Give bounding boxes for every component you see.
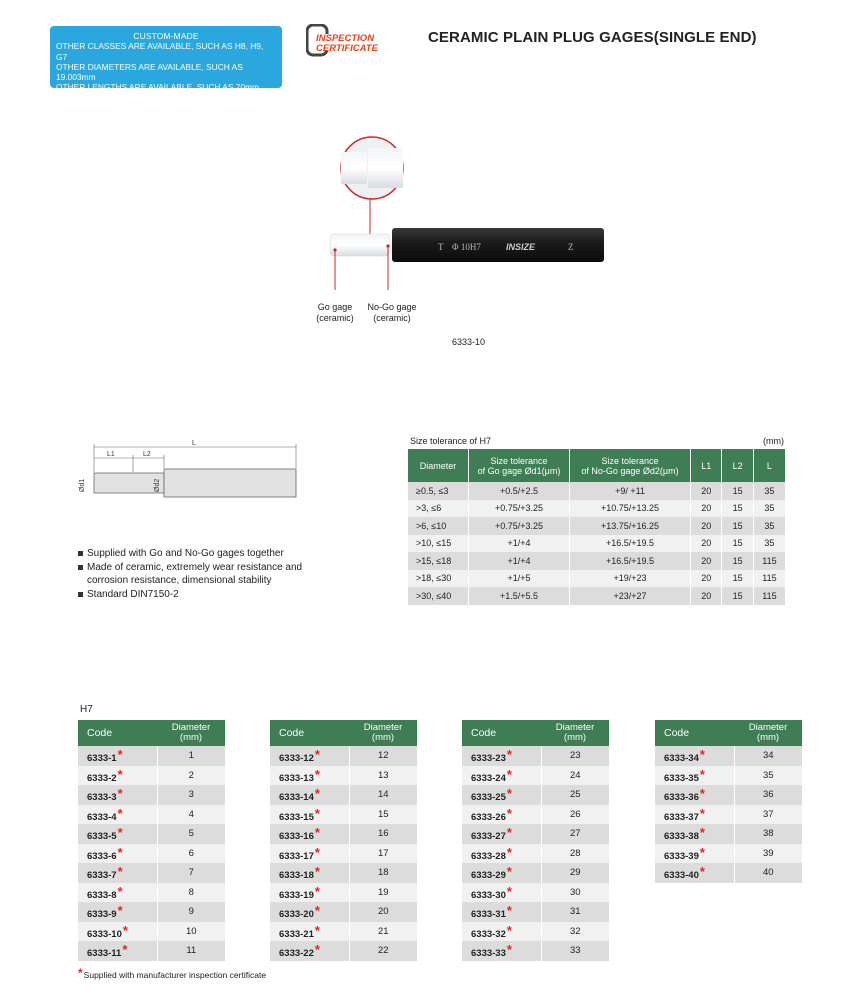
diameter-cell: 3 xyxy=(157,785,225,805)
asterisk-icon: * xyxy=(314,786,320,802)
asterisk-icon: * xyxy=(314,844,320,860)
diameter-cell: 7 xyxy=(157,863,225,883)
table-row xyxy=(462,824,609,844)
asterisk-icon: * xyxy=(122,922,128,938)
diameter-cell: 16 xyxy=(349,824,417,844)
table-cell: 115 xyxy=(753,570,785,588)
code-cell: 6333-37* xyxy=(655,805,734,825)
table-row xyxy=(462,766,609,786)
logo-line1: INSPECTION xyxy=(316,33,375,44)
code-cell: 6333-21* xyxy=(270,922,349,942)
diameter-cell: 14 xyxy=(349,785,417,805)
asterisk-icon: * xyxy=(699,805,705,821)
diameter-cell: 35 xyxy=(734,766,802,786)
table-cell: 20 xyxy=(691,587,722,605)
asterisk-icon: * xyxy=(117,786,123,802)
feature-item: Made of ceramic, extremely wear resistance and corrosion resistance, dimensional stability xyxy=(78,561,338,587)
diameter-cell: 5 xyxy=(157,824,225,844)
table-cell: 115 xyxy=(753,587,785,605)
diameter-cell: 26 xyxy=(541,805,609,825)
code-cell: 6333-39* xyxy=(655,844,734,864)
table-row xyxy=(270,863,417,883)
table-cell: 15 xyxy=(722,535,753,553)
asterisk-icon: * xyxy=(506,922,512,938)
table-cell: +1.5/+5.5 xyxy=(469,587,570,605)
diameter-cell: 19 xyxy=(349,883,417,903)
marking-size: Φ 10H7 xyxy=(452,242,481,252)
table-cell: +1/+4 xyxy=(469,535,570,553)
code-cell: 6333-2* xyxy=(78,766,157,786)
asterisk-icon: * xyxy=(117,883,123,899)
diameter-cell: 2 xyxy=(157,766,225,786)
code-cell: 6333-40* xyxy=(655,863,734,883)
table-cell: >3, ≤6 xyxy=(408,500,469,518)
table-cell: 15 xyxy=(722,570,753,588)
code-cell: 6333-26* xyxy=(462,805,541,825)
col-code: Code xyxy=(270,720,349,746)
tolerance-unit: (mm) xyxy=(763,436,784,446)
table-cell: 15 xyxy=(722,500,753,518)
code-cell: 6333-5* xyxy=(78,824,157,844)
table-row xyxy=(270,746,417,766)
code-cell: 6333-11* xyxy=(78,941,157,961)
table-cell: +19/+23 xyxy=(570,570,691,588)
diameter-cell: 36 xyxy=(734,785,802,805)
asterisk-icon: * xyxy=(314,942,320,958)
h7-label: H7 xyxy=(80,704,93,715)
marking-left: T xyxy=(438,242,444,252)
asterisk-icon: * xyxy=(314,922,320,938)
col-code: Code xyxy=(655,720,734,746)
col-diameter-mm: Diameter (mm) xyxy=(541,720,609,746)
table-row xyxy=(270,824,417,844)
table-row xyxy=(408,535,786,553)
table-cell: 15 xyxy=(722,482,753,500)
code-cell: 6333-12* xyxy=(270,746,349,766)
asterisk-icon: * xyxy=(506,903,512,919)
asterisk-icon: * xyxy=(78,966,83,980)
asterisk-icon: * xyxy=(699,864,705,880)
asterisk-icon: * xyxy=(122,942,128,958)
code-cell: 6333-25* xyxy=(462,785,541,805)
code-cell: 6333-7* xyxy=(78,863,157,883)
table-row xyxy=(270,766,417,786)
asterisk-icon: * xyxy=(506,942,512,958)
table-row xyxy=(408,517,786,535)
diameter-cell: 34 xyxy=(734,746,802,766)
asterisk-icon: * xyxy=(314,903,320,919)
dim-d1: Ød1 xyxy=(79,478,86,492)
table-cell: +9/ +11 xyxy=(570,482,691,500)
table-row xyxy=(462,805,609,825)
table-cell: >30, ≤40 xyxy=(408,587,469,605)
diameter-cell: 18 xyxy=(349,863,417,883)
diameter-cell: 12 xyxy=(349,746,417,766)
asterisk-icon: * xyxy=(506,747,512,763)
diameter-cell: 10 xyxy=(157,922,225,942)
tolerance-table xyxy=(408,449,786,605)
diameter-cell: 11 xyxy=(157,941,225,961)
col-l2: L2 xyxy=(722,449,753,482)
feature-item: Supplied with Go and No-Go gages together xyxy=(78,547,338,560)
table-row xyxy=(655,746,802,766)
code-cell: 6333-33* xyxy=(462,941,541,961)
table-cell: 15 xyxy=(722,552,753,570)
code-cell: 6333-18* xyxy=(270,863,349,883)
col-code: Code xyxy=(78,720,157,746)
table-cell: 35 xyxy=(753,535,785,553)
asterisk-icon: * xyxy=(506,844,512,860)
table-cell: 20 xyxy=(691,535,722,553)
table-cell: 35 xyxy=(753,500,785,518)
diameter-cell: 13 xyxy=(349,766,417,786)
table-row xyxy=(78,746,225,766)
code-cell: 6333-28* xyxy=(462,844,541,864)
col-diameter: Diameter xyxy=(408,449,469,482)
table-row xyxy=(655,824,802,844)
code-cell: 6333-3* xyxy=(78,785,157,805)
model-code: 6333-10 xyxy=(452,337,486,347)
code-cell: 6333-22* xyxy=(270,941,349,961)
col-code: Code xyxy=(462,720,541,746)
dim-L: L xyxy=(192,440,196,447)
table-cell: 115 xyxy=(753,552,785,570)
col-l: L xyxy=(753,449,785,482)
table-cell: 20 xyxy=(691,482,722,500)
table-cell: +0.75/+3.25 xyxy=(469,517,570,535)
table-row xyxy=(78,922,225,942)
asterisk-icon: * xyxy=(314,864,320,880)
asterisk-icon: * xyxy=(699,786,705,802)
go-gage-text: Go gage xyxy=(317,302,353,312)
table-cell: 20 xyxy=(691,500,722,518)
table-row xyxy=(270,785,417,805)
table-cell: +0.75/+3.25 xyxy=(469,500,570,518)
asterisk-icon: * xyxy=(314,805,320,821)
code-cell: 6333-31* xyxy=(462,902,541,922)
code-cell: 6333-17* xyxy=(270,844,349,864)
table-row xyxy=(462,844,609,864)
marking-right: Z xyxy=(568,242,574,252)
diameter-cell: 40 xyxy=(734,863,802,883)
asterisk-icon: * xyxy=(117,766,123,782)
code-table xyxy=(655,720,802,883)
code-cell: 6333-19* xyxy=(270,883,349,903)
table-cell: 35 xyxy=(753,517,785,535)
custom-made-line: OTHER CLASSES ARE AVAILABLE, SUCH AS H8, H9, G7 xyxy=(56,41,264,62)
table-cell: >15, ≤18 xyxy=(408,552,469,570)
diameter-cell: 29 xyxy=(541,863,609,883)
table-cell: +0.5/+2.5 xyxy=(469,482,570,500)
table-cell: 15 xyxy=(722,587,753,605)
code-cell: 6333-20* xyxy=(270,902,349,922)
diameter-cell: 8 xyxy=(157,883,225,903)
diameter-cell: 38 xyxy=(734,824,802,844)
table-row xyxy=(462,863,609,883)
diameter-cell: 15 xyxy=(349,805,417,825)
table-row xyxy=(655,844,802,864)
table-row xyxy=(462,902,609,922)
table-row xyxy=(78,883,225,903)
nogo-gage-label xyxy=(360,302,424,324)
footnote xyxy=(78,966,266,980)
table-row xyxy=(408,570,786,588)
nogo-gage-sub: (ceramic) xyxy=(373,313,411,323)
diameter-cell: 23 xyxy=(541,746,609,766)
table-row xyxy=(270,941,417,961)
diameter-cell: 27 xyxy=(541,824,609,844)
asterisk-icon: * xyxy=(117,805,123,821)
asterisk-icon: * xyxy=(506,864,512,880)
col-go-tolerance: Size tolerance of Go gage Ød1(μm) xyxy=(469,449,570,482)
asterisk-icon: * xyxy=(117,864,123,880)
diameter-cell: 22 xyxy=(349,941,417,961)
go-gage-label xyxy=(310,302,360,324)
table-row xyxy=(408,587,786,605)
diameter-cell: 17 xyxy=(349,844,417,864)
go-gage-sub: (ceramic) xyxy=(316,313,354,323)
feature-list xyxy=(78,547,338,602)
nogo-gage-text: No-Go gage xyxy=(367,302,417,312)
table-row xyxy=(462,941,609,961)
table-row xyxy=(78,941,225,961)
asterisk-icon: * xyxy=(314,747,320,763)
asterisk-icon: * xyxy=(117,747,123,763)
code-cell: 6333-8* xyxy=(78,883,157,903)
code-cell: 6333-4* xyxy=(78,805,157,825)
code-cell: 6333-9* xyxy=(78,902,157,922)
table-row xyxy=(270,844,417,864)
table-row xyxy=(270,902,417,922)
code-cell: 6333-38* xyxy=(655,824,734,844)
table-cell: +16.5/+19.5 xyxy=(570,552,691,570)
col-nogo-tolerance: Size tolerance of No-Go gage Ød2(μm) xyxy=(570,449,691,482)
table-cell: +1/+4 xyxy=(469,552,570,570)
table-row xyxy=(78,844,225,864)
col-diameter-mm: Diameter (mm) xyxy=(734,720,802,746)
asterisk-icon: * xyxy=(314,883,320,899)
table-cell: ≥0.5, ≤3 xyxy=(408,482,469,500)
table-row xyxy=(462,785,609,805)
table-row xyxy=(462,883,609,903)
custom-made-heading: CUSTOM-MADE xyxy=(133,31,199,41)
custom-made-line: OTHER LENGTHS ARE AVAILABLE, SUCH AS 70mm xyxy=(56,82,260,93)
asterisk-icon: * xyxy=(506,766,512,782)
asterisk-icon: * xyxy=(699,747,705,763)
asterisk-icon: * xyxy=(506,805,512,821)
asterisk-icon: * xyxy=(117,825,123,841)
diameter-cell: 31 xyxy=(541,902,609,922)
diameter-cell: 1 xyxy=(157,746,225,766)
table-row xyxy=(655,785,802,805)
code-cell: 6333-14* xyxy=(270,785,349,805)
diameter-cell: 30 xyxy=(541,883,609,903)
code-cell: 6333-16* xyxy=(270,824,349,844)
dim-L1: L1 xyxy=(107,451,115,458)
diameter-cell: 33 xyxy=(541,941,609,961)
table-cell: +1/+5 xyxy=(469,570,570,588)
table-row xyxy=(78,824,225,844)
code-cell: 6333-27* xyxy=(462,824,541,844)
table-row xyxy=(462,922,609,942)
diameter-cell: 4 xyxy=(157,805,225,825)
code-cell: 6333-24* xyxy=(462,766,541,786)
table-row xyxy=(408,482,786,500)
table-cell: +13.75/+16.25 xyxy=(570,517,691,535)
diameter-cell: 28 xyxy=(541,844,609,864)
asterisk-icon: * xyxy=(117,903,123,919)
plug-gage-image xyxy=(300,130,620,290)
table-row xyxy=(655,766,802,786)
table-cell: 35 xyxy=(753,482,785,500)
dim-L2: L2 xyxy=(143,451,151,458)
asterisk-icon: * xyxy=(314,825,320,841)
footnote-text: Supplied with manufacturer inspection certificate xyxy=(83,970,267,980)
table-cell: 20 xyxy=(691,517,722,535)
asterisk-icon: * xyxy=(699,844,705,860)
code-cell: 6333-35* xyxy=(655,766,734,786)
code-table xyxy=(462,720,609,961)
feature-item: Standard DIN7150-2 xyxy=(78,588,338,601)
inspection-certificate-logo xyxy=(306,24,404,58)
table-cell: +16.5/+19.5 xyxy=(570,535,691,553)
table-row xyxy=(78,766,225,786)
code-cell: 6333-13* xyxy=(270,766,349,786)
table-row xyxy=(270,805,417,825)
table-row xyxy=(462,746,609,766)
table-cell: 20 xyxy=(691,552,722,570)
diameter-cell: 6 xyxy=(157,844,225,864)
table-row xyxy=(78,902,225,922)
asterisk-icon: * xyxy=(699,825,705,841)
table-row xyxy=(270,922,417,942)
dimension-drawing xyxy=(70,436,310,506)
code-table xyxy=(270,720,417,961)
code-cell: 6333-34* xyxy=(655,746,734,766)
custom-made-line: OTHER DIAMETERS ARE AVAILABLE, SUCH AS 19.003mm xyxy=(56,61,243,83)
table-row xyxy=(78,805,225,825)
diameter-cell: 24 xyxy=(541,766,609,786)
table-cell: >10, ≤15 xyxy=(408,535,469,553)
col-l1: L1 xyxy=(691,449,722,482)
code-cell: 6333-15* xyxy=(270,805,349,825)
custom-made-box xyxy=(50,26,282,93)
diameter-cell: 9 xyxy=(157,902,225,922)
table-row xyxy=(655,863,802,883)
diameter-cell: 21 xyxy=(349,922,417,942)
col-diameter-mm: Diameter (mm) xyxy=(349,720,417,746)
marking-brand: INSIZE xyxy=(506,242,536,252)
diameter-cell: 25 xyxy=(541,785,609,805)
asterisk-icon: * xyxy=(506,825,512,841)
diameter-cell: 39 xyxy=(734,844,802,864)
dim-d2: Ød2 xyxy=(154,478,161,492)
asterisk-icon: * xyxy=(699,766,705,782)
table-row xyxy=(78,863,225,883)
table-row xyxy=(655,805,802,825)
asterisk-icon: * xyxy=(314,766,320,782)
asterisk-icon: * xyxy=(506,786,512,802)
code-cell: 6333-1* xyxy=(78,746,157,766)
table-cell: >6, ≤10 xyxy=(408,517,469,535)
code-cell: 6333-10* xyxy=(78,922,157,942)
code-cell: 6333-23* xyxy=(462,746,541,766)
page-title: CERAMIC PLAIN PLUG GAGES(SINGLE END) xyxy=(428,29,757,46)
table-cell: +23/+27 xyxy=(570,587,691,605)
code-cell: 6333-6* xyxy=(78,844,157,864)
code-cell: 6333-29* xyxy=(462,863,541,883)
code-cell: 6333-32* xyxy=(462,922,541,942)
col-diameter-mm: Diameter (mm) xyxy=(157,720,225,746)
table-row xyxy=(408,500,786,518)
asterisk-icon: * xyxy=(117,844,123,860)
table-row xyxy=(408,552,786,570)
diameter-cell: 20 xyxy=(349,902,417,922)
diameter-cell: 37 xyxy=(734,805,802,825)
code-cell: 6333-36* xyxy=(655,785,734,805)
diameter-cell: 32 xyxy=(541,922,609,942)
table-row xyxy=(270,883,417,903)
asterisk-icon: * xyxy=(506,883,512,899)
table-cell: 20 xyxy=(691,570,722,588)
logo-line2: CERTIFICATE xyxy=(316,43,378,54)
code-cell: 6333-30* xyxy=(462,883,541,903)
code-table xyxy=(78,720,225,961)
table-cell: 15 xyxy=(722,517,753,535)
table-row xyxy=(78,785,225,805)
tolerance-caption: Size tolerance of H7 xyxy=(410,436,492,446)
table-cell: >18, ≤30 xyxy=(408,570,469,588)
table-cell: +10.75/+13.25 xyxy=(570,500,691,518)
